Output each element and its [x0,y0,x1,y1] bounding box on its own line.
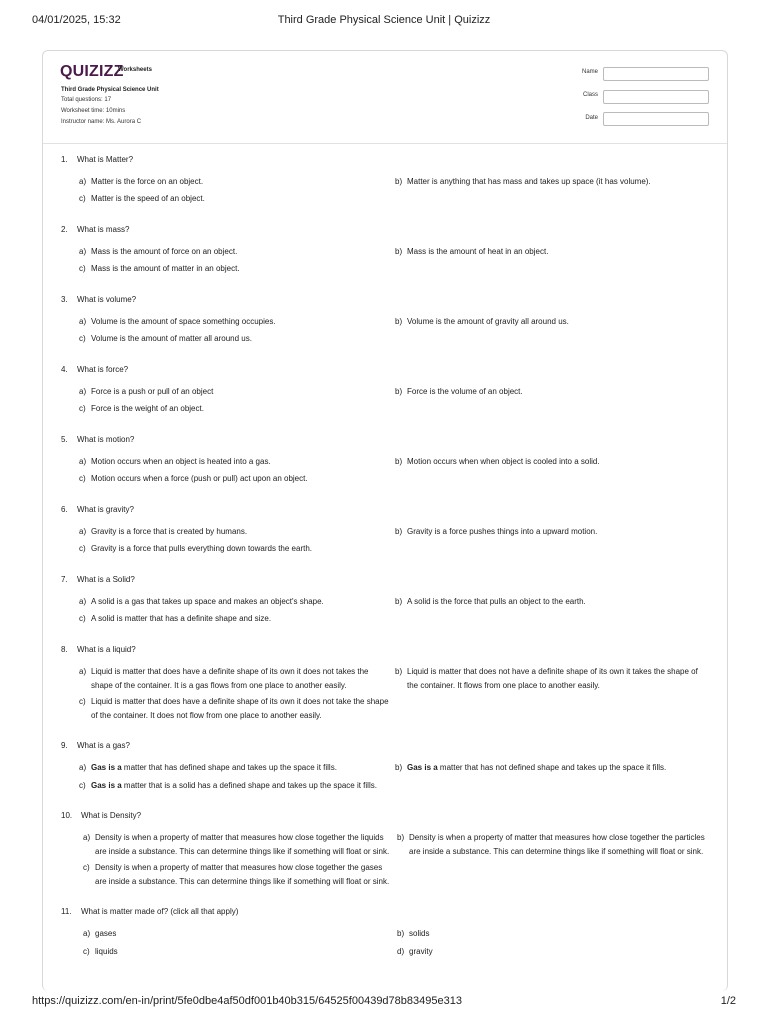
instructor-name: Instructor name: Ms. Aurora C [61,119,142,125]
worksheet-header [43,51,727,144]
option-letter: a) [79,667,87,676]
class-label: Class [582,92,598,98]
name-field[interactable] [603,67,709,81]
option-letter: c) [79,697,86,706]
option-text: Force is the weight of an object. [91,404,204,413]
option-text: Density is when a property of matter that measures how close together the particles are inside a substance. This can determine things like if something will float or sink. [409,833,705,856]
option-text: gases [95,929,117,938]
option-text: liquids [95,947,118,956]
option-text: Matter is the speed of an object. [91,194,205,203]
option-text: Volume is the amount of gravity all around us. [407,317,569,326]
option-text: Motion occurs when an object is heated into a gas. [91,457,271,466]
option-text: Mass is the amount of heat in an object. [407,247,549,256]
option-text: Matter is the force on an object. [91,177,204,186]
question-text: What is a Solid? [77,575,135,584]
option-text: Volume is the amount of matter all around us. [91,334,252,343]
option-letter: a) [79,763,87,772]
option-letter: a) [83,929,91,938]
option-letter: b) [395,387,403,396]
question-number: 3. [61,295,68,304]
option-letter: c) [79,334,86,343]
question-number: 10. [61,811,73,820]
option-text: Liquid is matter that does have a definite shape of its own it does not take the shape of the container. It does not flow from one place to another easily. [91,697,389,720]
option-letter: c) [83,947,90,956]
date-label: Date [585,115,598,121]
option-text: Gravity is a force pushes things into a upward motion. [407,527,598,536]
question-number: 2. [61,225,68,234]
worksheet-time: Worksheet time: 10mins [61,108,126,114]
date-field[interactable] [603,112,709,126]
worksheet-title: Third Grade Physical Science Unit [61,87,159,93]
option-text: Liquid is matter that does have a definite shape of its own it does not takes the shape of the container. It is a gas flows from one place to another easily. [91,667,369,690]
option-text: Liquid is matter that does not have a definite shape of its own it takes the shape of the container. It flows from one place to another easily. [407,667,698,690]
option-letter: b) [395,177,403,186]
question-text: What is a liquid? [77,645,136,654]
option-text: Gas is a matter that has not defined shape and takes up the space it fills. [407,763,667,772]
option-text: Density is when a property of matter that measures how close together the liquids are inside a substance. This can determine things like if something will float or sink. [95,833,390,856]
question-number: 7. [61,575,68,584]
option-letter: b) [395,527,403,536]
option-text: Motion occurs when when object is cooled into a solid. [407,457,600,466]
option-letter: c) [79,544,86,553]
option-letter: a) [79,177,87,186]
question-text: What is a gas? [77,741,130,750]
option-text: Gravity is a force that pulls everything down towards the earth. [91,544,312,553]
option-letter: c) [79,264,86,273]
option-text: gravity [409,947,433,956]
option-letter: a) [79,457,87,466]
option-letter: b) [397,833,405,842]
option-letter: c) [79,194,86,203]
option-text: Gas is a matter that is a solid has a defined shape and takes up the space it fills. [91,781,377,790]
option-letter: a) [79,527,87,536]
option-letter: c) [79,404,86,413]
question-number: 6. [61,505,68,514]
option-text: Matter is anything that has mass and takes up space (it has volume). [407,177,651,186]
question-text: What is Matter? [77,155,134,164]
question-number: 4. [61,365,68,374]
option-letter: a) [79,317,87,326]
option-text: A solid is a gas that takes up space and makes an object's shape. [91,597,324,606]
question-text: What is matter made of? (click all that apply) [81,907,239,916]
option-text: solids [409,929,430,938]
option-letter: b) [395,597,403,606]
question-text: What is Density? [81,811,142,820]
option-text: A solid is the force that pulls an object to the earth. [407,597,586,606]
option-text: Gas is a matter that has defined shape and takes up the space it fills. [91,763,337,772]
logo-subtitle: Worksheets [118,67,152,73]
option-text: Mass is the amount of matter in an object. [91,264,240,273]
worksheet-sheet [42,50,728,991]
option-text: A solid is matter that has a definite shape and size. [91,614,272,623]
print-url: https://quizizz.com/en-in/print/5fe0dbe4af50df001b40b315/64525f00439d78b83495e313 [32,995,462,1007]
option-letter: a) [79,387,87,396]
option-letter: a) [79,247,87,256]
question-number: 11. [61,907,72,916]
option-letter: c) [79,614,86,623]
quizizz-logo: QUIZIZZ [60,63,124,80]
option-letter: c) [79,474,86,483]
option-letter: b) [395,667,403,676]
question-text: What is motion? [77,435,135,444]
option-letter: b) [395,317,403,326]
option-bold-prefix: Gas is a [91,781,122,790]
option-letter: b) [397,929,405,938]
question-text: What is force? [77,365,129,374]
name-label: Name [581,69,598,75]
option-text: Mass is the amount of force on an object. [91,247,238,256]
option-letter: b) [395,457,403,466]
option-bold-prefix: Gas is a [91,763,122,772]
page-number: 1/2 [720,995,736,1007]
option-letter: b) [395,763,403,772]
total-questions: Total questions: 17 [61,97,112,103]
option-letter: c) [79,781,86,790]
question-number: 1. [61,155,68,164]
option-text: Volume is the amount of space something occupies. [91,317,276,326]
question-text: What is volume? [77,295,137,304]
print-title: Third Grade Physical Science Unit | Quizizz [277,14,491,26]
class-field[interactable] [603,90,709,104]
option-letter: d) [397,947,405,956]
option-text: Motion occurs when a force (push or pull) act upon an object. [91,474,308,483]
print-datetime: 04/01/2025, 15:32 [32,14,121,26]
print-header [32,14,736,30]
question-text: What is mass? [77,225,130,234]
option-letter: c) [83,863,90,872]
option-letter: a) [79,597,87,606]
option-text: Force is a push or pull of an object [91,387,214,396]
option-text: Density is when a property of matter that measures how close together the gases are inside a substance. This can determine things like if something will float or sink. [95,863,390,886]
option-text: Force is the volume of an object. [407,387,523,396]
option-letter: b) [395,247,403,256]
question-number: 8. [61,645,68,654]
question-text: What is gravity? [77,505,134,514]
option-bold-prefix: Gas is a [407,763,438,772]
question-number: 9. [61,741,68,750]
option-letter: a) [83,833,91,842]
question-number: 5. [61,435,68,444]
option-text: Gravity is a force that is created by humans. [91,527,248,536]
